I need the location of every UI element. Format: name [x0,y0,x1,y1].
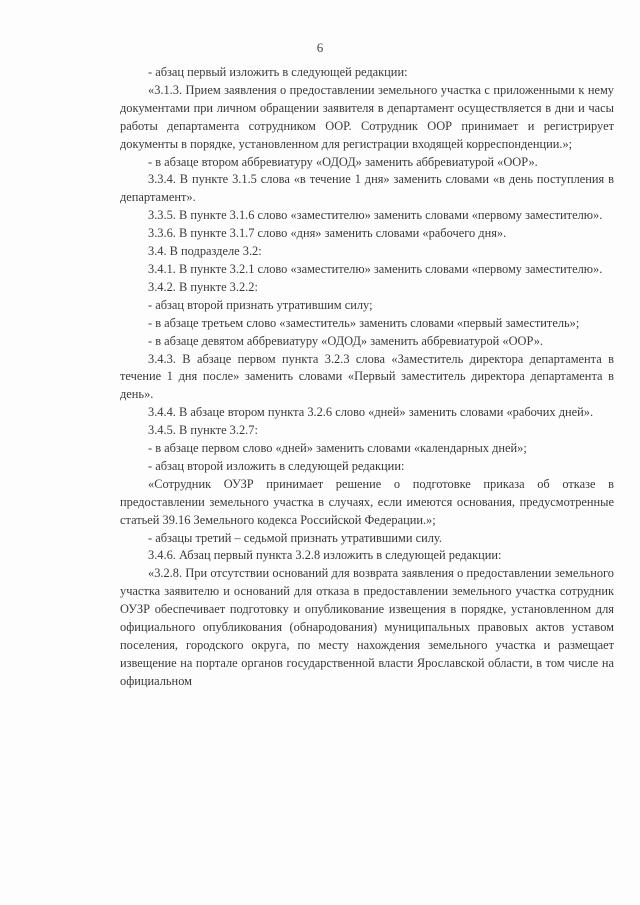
page-number: 6 [316,40,324,55]
paragraph: 3.4.2. В пункте 3.2.2: [148,279,258,294]
paragraph: - абзац второй признать утратившим силу; [148,297,373,312]
paragraph: 3.3.4. В пункте 3.1.5 слова «в течение 1 дня» заменить словами «в день поступления в департамент». [120,172,614,205]
paragraph: 3.4.5. В пункте 3.2.7: [148,423,258,438]
paragraph: «3.2.8. При отсутствии оснований для возврата заявления о предоставлении земельного участка заявителю и оснований для отказа в предоставлении земельного участка сотрудник ОУЗР обеспечивает подготовку и опубликование извещения в порядке, установленном для официального опубликования (обнародования) муниципальных правовых актов уставом поселения, городского округа, по месту нахождения земельного участка и размещает извещение на портале органов государственной власти Ярославской области, в том числе на официальном [120,566,614,688]
paragraph: «3.1.3. Прием заявления о предоставлении земельного участка с приложенными к нему документами при личном обращении заявителя в департамент осуществляется в дни и часы работы департамента сотрудником ООР. Сотрудник ООР принимает и регистрирует документы в порядке, установленном для регистрации входящей корреспонденции.»; [120,82,614,151]
paragraph: 3.4.1. В пункте 3.2.1 слово «заместителю» заменить словами «первому заместителю». [148,261,603,276]
paragraph: - абзац второй изложить в следующей редакции: [148,458,405,473]
paragraph: - в абзаце первом слово «дней» заменить словами «календарных дней»; [148,441,527,456]
paragraph: «Сотрудник ОУЗР принимает решение о подготовке приказа об отказе в предоставлении земельного участка в случаях, если имеются основания, предусмотренные статьей 39.16 Земельного кодекса Российской Федерации.»; [120,476,614,527]
paragraph: - абзац первый изложить в следующей редакции: [148,65,408,79]
paragraph: 3.4.6. Абзац первый пункта 3.2.8 изложить в следующей редакции: [148,548,502,563]
paragraph: 3.3.6. В пункте 3.1.7 слово «дня» заменить словами «рабочего дня». [148,226,507,241]
paragraph: 3.3.5. В пункте 3.1.6 слово «заместителю» заменить словами «первому заместителю». [148,208,603,223]
paragraph: - в абзаце третьем слово «заместитель» заменить словами «первый заместитель»; [148,315,580,330]
paragraph: 3.4.3. В абзаце первом пункта 3.2.3 слова «Заместитель директора департамента в течение 1 дня после» заменить словами «Первый заместитель директора департамента в день». [120,351,614,402]
paragraph: - в абзаце девятом аббревиатуру «ОДОД» заменить аббревиатурой «ООР». [148,333,543,348]
paragraph: - в абзаце втором аббревиатуру «ОДОД» заменить аббревиатурой «ООР». [148,154,538,169]
document-body [120,64,614,691]
paragraph: - абзацы третий – седьмой признать утратившими силу. [148,530,442,545]
paragraph: 3.4.4. В абзаце втором пункта 3.2.6 слово «дней» заменить словами «рабочих дней». [148,405,594,420]
paragraph: 3.4. В подразделе 3.2: [148,244,262,259]
